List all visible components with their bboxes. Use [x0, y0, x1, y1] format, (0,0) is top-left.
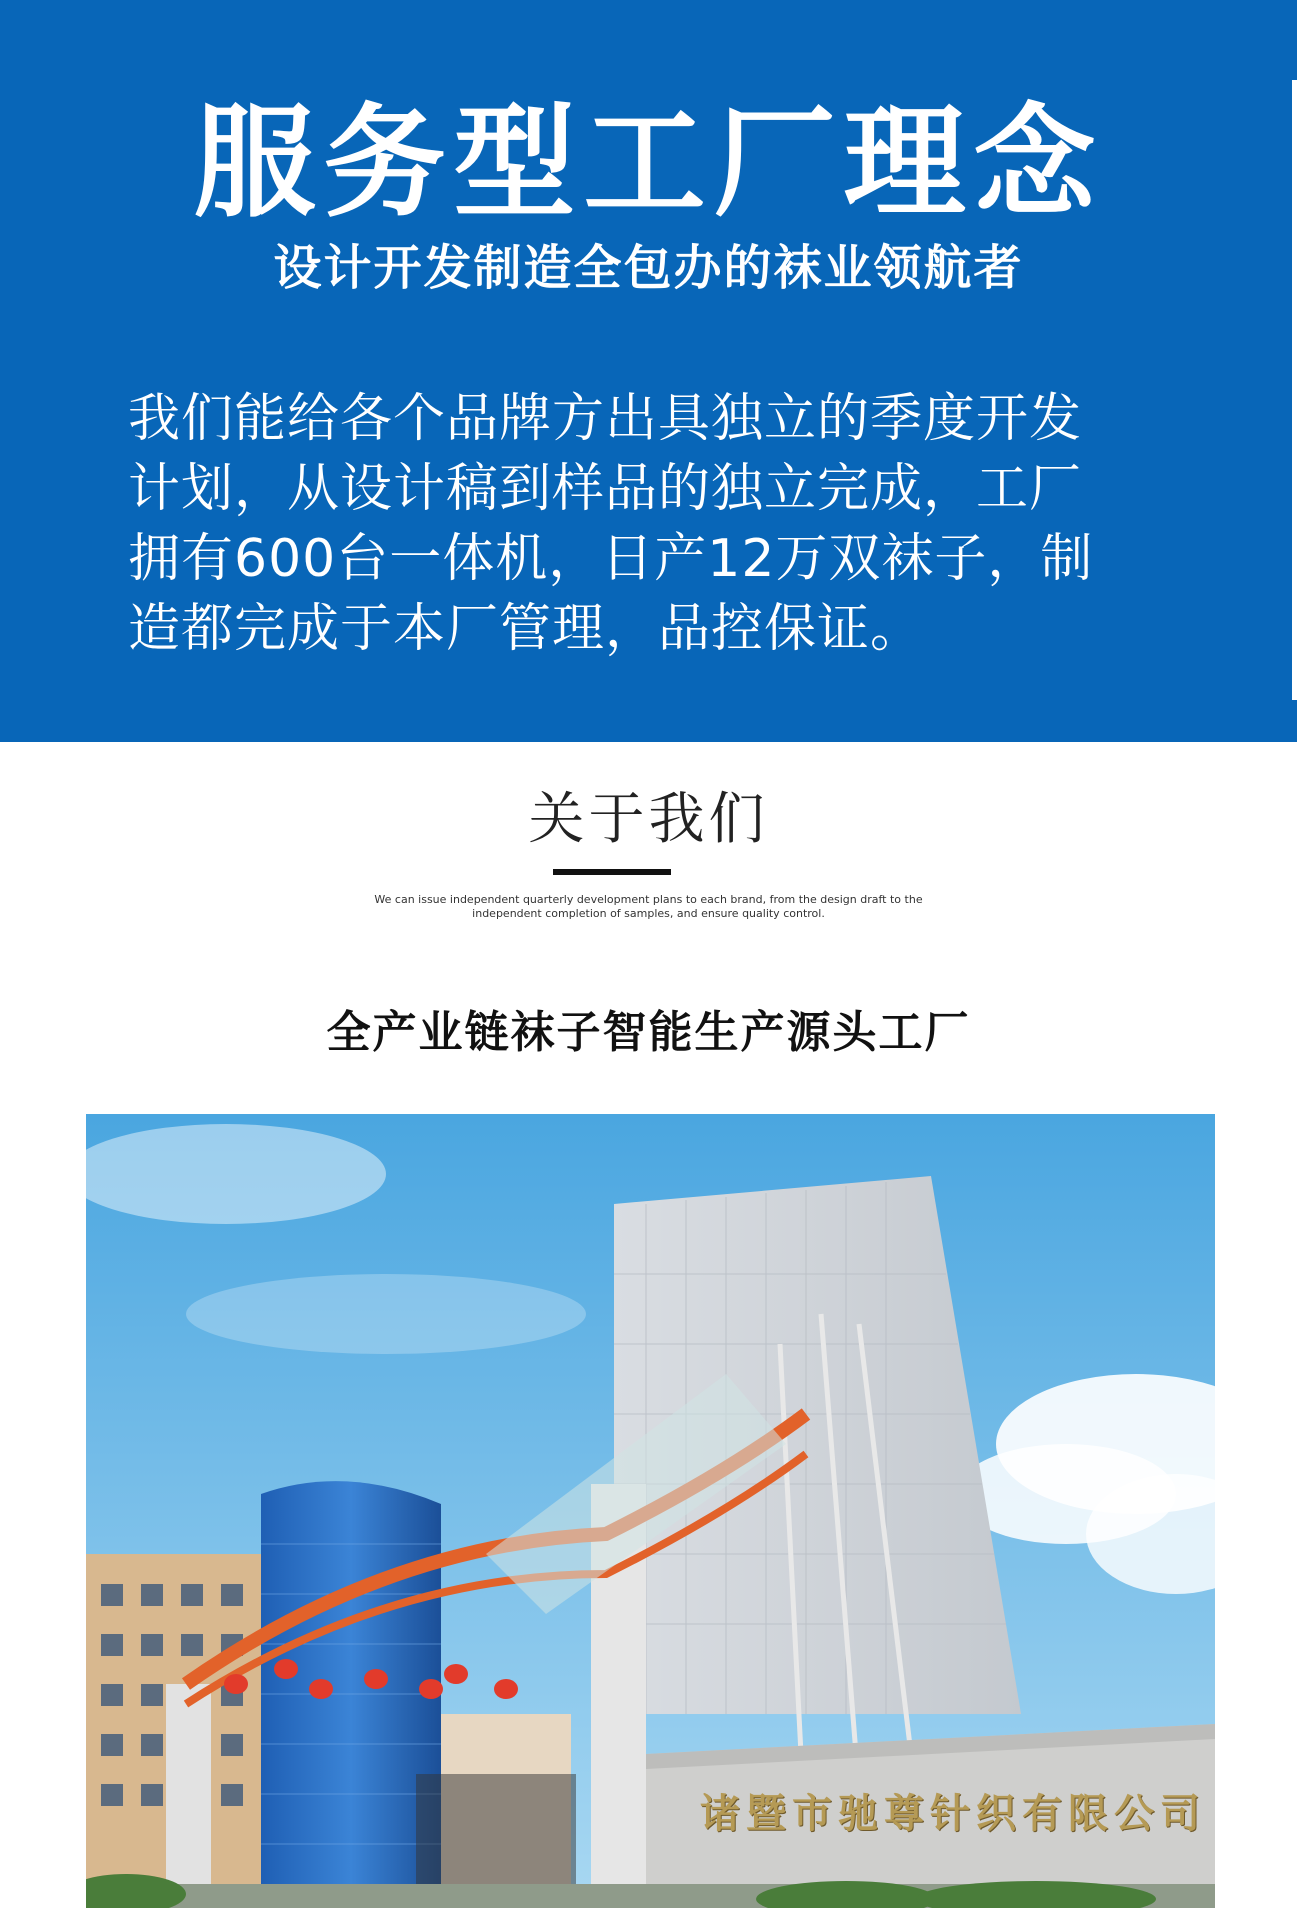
- hero-description-line: 计划，从设计稿到样品的独立完成，工厂: [128, 459, 1083, 519]
- about-us-underline: [553, 869, 671, 875]
- hero-description-line: 我们能给各个品牌方出具独立的季度开发: [128, 389, 1083, 449]
- about-us-english-line: We can issue independent quarterly development plans to each brand, from the design draft to the: [374, 893, 923, 906]
- company-sign-text: 诸暨市驰尊针织有限公司: [700, 1790, 1206, 1837]
- hero-banner: [0, 0, 1297, 742]
- factory-photo: [86, 1114, 1215, 1908]
- hero-title: 服务型工厂理念: [193, 92, 1104, 234]
- about-us-title: 关于我们: [528, 787, 769, 852]
- about-us-english-text: [300, 893, 997, 921]
- hero-description-line: 拥有600台一体机，日产12万双袜子，制: [128, 529, 1094, 589]
- about-us-english-line: independent completion of samples, and ensure quality control.: [472, 907, 825, 920]
- hero-subtitle: 设计开发制造全包办的袜业领航者: [273, 240, 1024, 296]
- hero-description: [128, 384, 1178, 664]
- hero-description-line: 造都完成于本厂管理，品控保证。: [128, 599, 924, 659]
- factory-heading: 全产业链袜子智能生产源头工厂: [326, 1007, 971, 1058]
